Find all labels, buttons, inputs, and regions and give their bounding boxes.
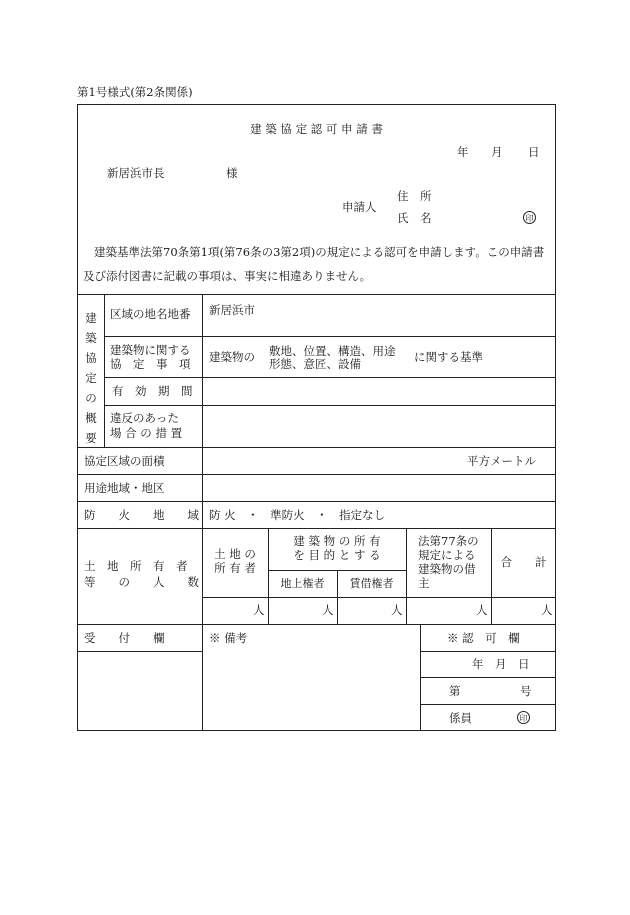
total-label: 合 計 (500, 555, 547, 569)
fire-label: 防 火 地 域 (84, 508, 199, 522)
owners-label-2: 等 の 人 数 (84, 575, 199, 589)
seal-mark: 印 (517, 711, 530, 724)
applicant-label: 申請人 (342, 200, 377, 214)
rule (420, 677, 556, 678)
land-owner-label-1: 土 地 の (214, 547, 256, 561)
fire-options: 防 火 ・ 準防火 ・ 指定なし (209, 508, 386, 522)
rule (420, 704, 556, 705)
rule (104, 336, 556, 337)
rule (77, 294, 556, 295)
date-day: 日 (528, 145, 540, 159)
rule (202, 294, 203, 731)
purpose-label-2: を 目 的 と す る (293, 548, 381, 562)
standard-label-2: 協 定 事 項 (110, 357, 191, 371)
area-name-value: 新居浜市 (209, 303, 255, 317)
unit-art77: 人 (476, 603, 488, 617)
approval-number-prefix: 第 (449, 684, 461, 698)
standard-items-1: 敷地、位置、構造、用途 (269, 344, 396, 358)
approval-officer-label: 係員 (449, 711, 472, 725)
rule (77, 501, 556, 502)
standard-label-1: 建築物に関する (110, 343, 191, 357)
approval-number-suffix: 号 (520, 684, 532, 698)
area-unit: 平方メートル (467, 454, 536, 468)
rule (77, 624, 556, 625)
rule (420, 651, 556, 652)
approval-label: ※ 認 可 欄 (447, 631, 520, 645)
approval-date: 年 月 日 (472, 657, 530, 671)
land-owner-label-2: 所 有 者 (214, 561, 256, 575)
art77-label-3: 建築物の借 (418, 562, 476, 576)
violation-label-1: 違反のあった (110, 411, 179, 425)
date-month: 月 (491, 145, 503, 159)
lease-right-label: 賃借権者 (349, 577, 394, 590)
rule (104, 405, 556, 406)
standard-prefix: 建築物の (209, 350, 255, 364)
rule (104, 377, 556, 378)
overview-side-label: 建築協定の概要 (85, 311, 97, 445)
violation-label-2: 場 合 の 措 置 (110, 426, 183, 440)
rule (77, 447, 556, 448)
statement-line-1: 建築基準法第70条第1項(第76条の3第2項)の規定による認可を申請します。この申請書 (94, 245, 545, 259)
addressee-honorific: 様 (226, 166, 238, 180)
standard-suffix: に関する基準 (414, 350, 483, 364)
rule (420, 624, 421, 731)
unit-total: 人 (541, 603, 553, 617)
art77-label-4: 主 (418, 576, 430, 590)
purpose-label-1: 建 築 物 の 所 有 (293, 534, 381, 548)
remarks-label: ※ 備考 (209, 631, 248, 645)
validity-label: 有 効 期 間 (112, 384, 193, 398)
unit-lease-right: 人 (391, 603, 403, 617)
area-name-label: 区域の地名地番 (110, 307, 191, 321)
area-label: 協定区域の面積 (84, 454, 165, 468)
seal-mark: 印 (523, 211, 536, 224)
rule (77, 474, 556, 475)
rule (202, 597, 556, 598)
zoning-label: 用途地域・地区 (84, 481, 165, 495)
rule (77, 651, 202, 652)
art77-label-1: 法第77条の (418, 534, 479, 548)
art77-label-2: 規定による (418, 548, 476, 562)
unit-land-owner: 人 (253, 603, 265, 617)
unit-surface-right: 人 (322, 603, 334, 617)
form-title: 建 築 協 定 認 可 申 請 書 (250, 122, 383, 136)
rule (406, 528, 407, 624)
addressee-name: 新居浜市長 (107, 166, 165, 180)
standard-items-2: 形態、意匠、設備 (269, 357, 361, 371)
applicant-address-label: 住 所 (397, 189, 432, 203)
rule (104, 294, 105, 447)
date-year: 年 (457, 145, 469, 159)
form-number: 第1号様式(第2条関係) (77, 85, 193, 99)
surface-right-label: 地上権者 (280, 577, 325, 590)
rule (77, 528, 556, 529)
statement-line-2: 及び添付図書に記載の事項は、事実に相違ありません。 (83, 269, 372, 283)
reception-label: 受 付 欄 (84, 631, 165, 645)
rule (491, 528, 492, 624)
applicant-name-label: 氏 名 (397, 211, 432, 225)
owners-label-1: 土 地 所 有 者 (84, 559, 188, 573)
